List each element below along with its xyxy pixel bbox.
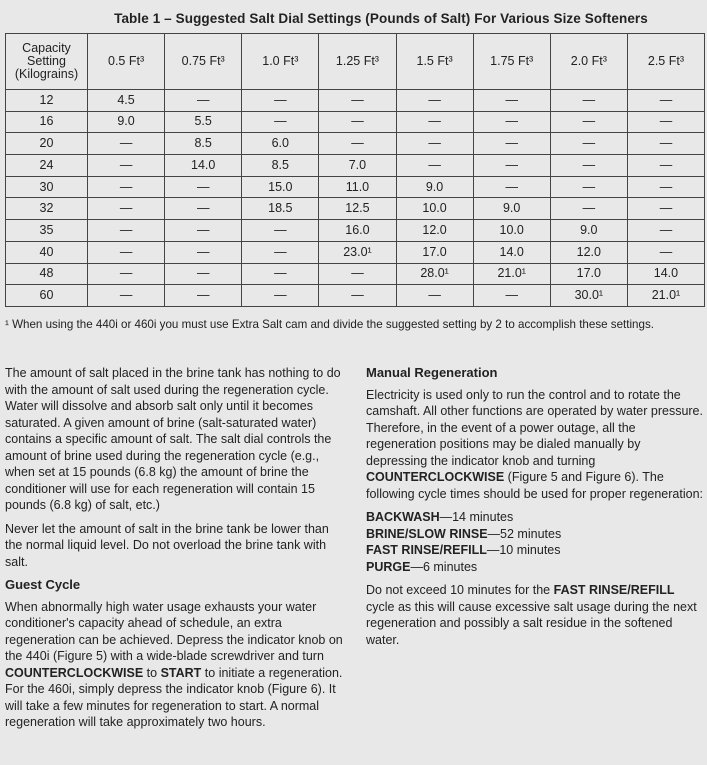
salt-setting-cell: —: [88, 176, 165, 198]
salt-setting-cell: —: [627, 241, 704, 263]
salt-setting-cell: —: [473, 133, 550, 155]
salt-setting-cell: 9.0: [550, 220, 627, 242]
capacity-cell: 16: [6, 111, 88, 133]
salt-setting-cell: 30.0¹: [550, 285, 627, 307]
salt-setting-cell: —: [88, 198, 165, 220]
manual-regeneration-paragraph: Electricity is used only to run the control and to rotate the camshaft. All other functions are operated by water pressure. Therefore, in the event of a power outage, all the regeneration positions may be dialed manually by depressing the indicator knob and turning COUNTERCLOCKWISE (Figure 5 and Figure 6). The following cycle times should be used for proper regeneration:: [366, 387, 703, 501]
table-row: [6, 155, 705, 177]
salt-setting-cell: —: [473, 155, 550, 177]
salt-setting-cell: —: [319, 133, 396, 155]
capacity-cell: 12: [6, 90, 88, 112]
salt-setting-cell: —: [242, 285, 319, 307]
table-row: [6, 285, 705, 307]
guest-cycle-heading: Guest Cycle: [5, 577, 81, 592]
salt-setting-cell: —: [242, 220, 319, 242]
capacity-cell: 24: [6, 155, 88, 177]
salt-setting-cell: —: [396, 111, 473, 133]
salt-setting-cell: —: [396, 155, 473, 177]
guest-cycle-paragraph: When abnormally high water usage exhausts your water conditioner's capacity ahead of schedule, an extra regeneration can be achieved. Depress the indicator knob on the 440i (Figure 5) with a wide-blade screwdriver and turn COUNTERCLOCKWISE to START to initiate a regeneration. For the 460i, simply depress the indicator knob (Figure 6). It will take a few minutes for regeneration to start. A normal regeneration will take approximately two hours.: [5, 599, 343, 729]
cycle-item: BACKWASH—14 minutes: [366, 510, 514, 524]
table-row: [6, 133, 705, 155]
salt-setting-cell: —: [319, 263, 396, 285]
salt-setting-cell: —: [550, 176, 627, 198]
salt-setting-cell: —: [88, 285, 165, 307]
salt-setting-cell: 14.0: [473, 241, 550, 263]
salt-setting-cell: 11.0: [319, 176, 396, 198]
salt-setting-cell: 21.0¹: [627, 285, 704, 307]
header-col: 1.25 Ft³: [319, 34, 396, 90]
salt-setting-cell: 16.0: [319, 220, 396, 242]
salt-setting-cell: —: [550, 155, 627, 177]
salt-setting-cell: 8.5: [242, 155, 319, 177]
salt-setting-cell: —: [627, 220, 704, 242]
salt-setting-cell: —: [627, 111, 704, 133]
salt-setting-cell: 12.0: [396, 220, 473, 242]
salt-setting-cell: 9.0: [88, 111, 165, 133]
salt-setting-cell: —: [473, 90, 550, 112]
salt-setting-cell: —: [242, 241, 319, 263]
salt-setting-cell: —: [627, 198, 704, 220]
capacity-cell: 20: [6, 133, 88, 155]
salt-setting-cell: 7.0: [319, 155, 396, 177]
salt-setting-cell: —: [627, 176, 704, 198]
capacity-cell: 30: [6, 176, 88, 198]
capacity-cell: 32: [6, 198, 88, 220]
salt-setting-cell: 18.5: [242, 198, 319, 220]
table-title: Table 1 – Suggested Salt Dial Settings (Pounds of Salt) For Various Size Softeners: [114, 11, 648, 26]
table-row: [6, 90, 705, 112]
salt-setting-cell: —: [165, 220, 242, 242]
table-row: [6, 198, 705, 220]
brine-level-paragraph: Never let the amount of salt in the brine tank be lower than the normal liquid level. Do not overload the brine tank with salt.: [5, 521, 329, 569]
salt-setting-cell: —: [165, 176, 242, 198]
salt-setting-cell: —: [473, 111, 550, 133]
table-row: [6, 176, 705, 198]
salt-dial-table: [5, 33, 705, 307]
header-col: 2.5 Ft³: [627, 34, 704, 90]
left-column: [5, 365, 345, 738]
table-header-row: [6, 34, 705, 90]
header-capacity-setting: Capacity Setting (Kilograins): [6, 34, 88, 90]
salt-setting-cell: 14.0: [165, 155, 242, 177]
table-footnote: ¹ When using the 440i or 460i you must use Extra Salt cam and divide the suggested setting by 2 to accomplish these settings.: [5, 318, 654, 331]
cycle-item: PURGE—6 minutes: [366, 559, 478, 574]
salt-setting-cell: 12.5: [319, 198, 396, 220]
salt-setting-cell: 21.0¹: [473, 263, 550, 285]
salt-setting-cell: 9.0: [473, 198, 550, 220]
salt-setting-cell: —: [165, 241, 242, 263]
salt-setting-cell: —: [165, 285, 242, 307]
table-row: [6, 220, 705, 242]
salt-setting-cell: 15.0: [242, 176, 319, 198]
salt-setting-cell: 10.0: [396, 198, 473, 220]
salt-setting-cell: 14.0: [627, 263, 704, 285]
salt-setting-cell: —: [242, 90, 319, 112]
salt-setting-cell: 8.5: [165, 133, 242, 155]
salt-setting-cell: —: [242, 111, 319, 133]
salt-setting-cell: —: [319, 111, 396, 133]
right-column: [366, 365, 703, 655]
salt-setting-cell: —: [165, 198, 242, 220]
salt-setting-cell: —: [88, 220, 165, 242]
salt-setting-cell: —: [396, 90, 473, 112]
salt-setting-cell: —: [319, 90, 396, 112]
salt-setting-cell: 10.0: [473, 220, 550, 242]
header-col: 1.75 Ft³: [473, 34, 550, 90]
salt-paragraph: The amount of salt placed in the brine tank has nothing to do with the amount of salt used during the regeneration cycle. Water will dissolve and absorb salt only until it becomes saturated. A given amount of brine (salt-saturated water) contains a specific amount of salt. The salt dial controls the amount of brine used during the regeneration cycle (e.g., when set at 15 pounds (6.8 kg) the amount of brine the conditioner will use for each regeneration will contain 15 pounds (6.8 kg) of salt, etc.): [5, 366, 341, 512]
cycle-item: FAST RINSE/REFILL—10 minutes: [366, 543, 561, 557]
salt-setting-cell: —: [627, 155, 704, 177]
header-col: 2.0 Ft³: [550, 34, 627, 90]
salt-setting-cell: —: [88, 241, 165, 263]
salt-setting-cell: 17.0: [550, 263, 627, 285]
cycle-times-list: [366, 509, 703, 575]
manual-regeneration-heading: Manual Regeneration: [366, 365, 498, 380]
header-col: 1.5 Ft³: [396, 34, 473, 90]
capacity-cell: 35: [6, 220, 88, 242]
salt-setting-cell: —: [550, 90, 627, 112]
salt-setting-cell: —: [319, 285, 396, 307]
capacity-cell: 48: [6, 263, 88, 285]
salt-setting-cell: —: [550, 111, 627, 133]
table-row: [6, 111, 705, 133]
capacity-cell: 40: [6, 241, 88, 263]
salt-setting-cell: —: [88, 155, 165, 177]
salt-setting-cell: 17.0: [396, 241, 473, 263]
salt-setting-cell: —: [396, 285, 473, 307]
salt-setting-cell: 5.5: [165, 111, 242, 133]
salt-setting-cell: —: [165, 90, 242, 112]
header-col: 1.0 Ft³: [242, 34, 319, 90]
cycle-item: BRINE/SLOW RINSE—52 minutes: [366, 526, 562, 541]
salt-setting-cell: —: [627, 133, 704, 155]
salt-setting-cell: —: [550, 198, 627, 220]
salt-setting-cell: —: [242, 263, 319, 285]
salt-setting-cell: 6.0: [242, 133, 319, 155]
salt-setting-cell: —: [165, 263, 242, 285]
fast-rinse-warning-paragraph: Do not exceed 10 minutes for the FAST RINSE/REFILL cycle as this will cause excessive salt usage during the next regeneration and possibly a salt residue in the softened water.: [366, 583, 697, 647]
salt-setting-cell: 9.0: [396, 176, 473, 198]
salt-setting-cell: —: [88, 263, 165, 285]
table-row: [6, 263, 705, 285]
salt-setting-cell: —: [473, 285, 550, 307]
salt-setting-cell: —: [627, 90, 704, 112]
table-row: [6, 241, 705, 263]
salt-setting-cell: —: [550, 133, 627, 155]
salt-setting-cell: —: [473, 176, 550, 198]
salt-setting-cell: 4.5: [88, 90, 165, 112]
header-col: 0.5 Ft³: [88, 34, 165, 90]
salt-setting-cell: 12.0: [550, 241, 627, 263]
salt-setting-cell: 23.0¹: [319, 241, 396, 263]
salt-setting-cell: —: [396, 133, 473, 155]
header-col: 0.75 Ft³: [165, 34, 242, 90]
capacity-cell: 60: [6, 285, 88, 307]
salt-setting-cell: —: [88, 133, 165, 155]
salt-setting-cell: 28.0¹: [396, 263, 473, 285]
